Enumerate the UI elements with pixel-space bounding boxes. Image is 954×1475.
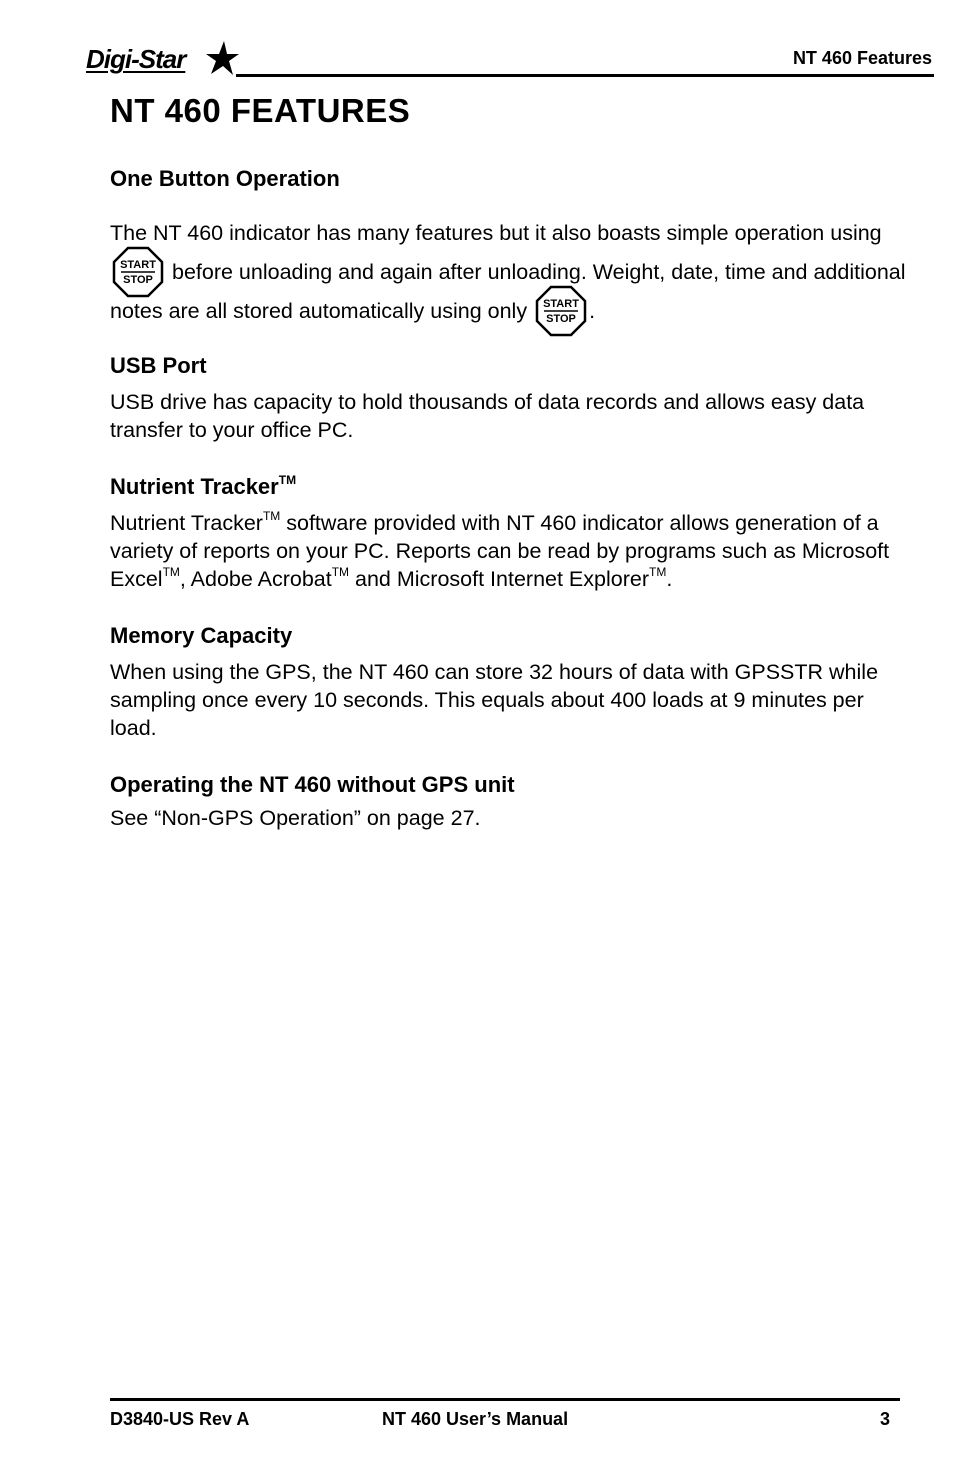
stop-label: STOP xyxy=(546,313,576,326)
trademark-mark: TM xyxy=(262,509,281,523)
digi-star-logo: Digi-Star xyxy=(86,44,186,74)
section-text: See “Non-GPS Operation” on page 27. xyxy=(110,806,481,830)
section-heading: Operating the NT 460 without GPS unit xyxy=(110,772,515,797)
page-title: NT 460 FEATURES xyxy=(110,92,411,129)
star-icon xyxy=(202,40,240,78)
page-footer xyxy=(110,1398,900,1431)
header-section-title: NT 460 Features xyxy=(792,48,932,68)
start-stop-button-icon xyxy=(112,246,164,298)
section-nutrient-tracker xyxy=(110,474,910,593)
section-usb-port xyxy=(110,353,910,444)
section-no-gps xyxy=(110,772,910,832)
section-text: The NT 460 indicator has many features but it also boasts simple operation using START STOP before unloading and again after unloading. Weight, date, time and additional notes are all stored automatically using only START STOP . xyxy=(110,214,910,331)
stop-label: STOP xyxy=(123,274,153,287)
trademark-mark: TM xyxy=(278,473,297,487)
page-content xyxy=(110,160,910,832)
section-one-button xyxy=(110,166,910,331)
section-heading: Memory Capacity xyxy=(110,623,293,648)
section-text: USB drive has capacity to hold thousands of data records and allows easy data transfer to your office PC. xyxy=(110,390,865,442)
trademark-mark: TM xyxy=(649,565,667,579)
trademark-mark: TM xyxy=(162,565,180,579)
footer-doc-id: D3840-US Rev A xyxy=(110,1409,250,1429)
page-header xyxy=(86,40,934,80)
header-rule xyxy=(236,74,934,77)
start-stop-button-icon xyxy=(535,285,587,337)
section-heading: One Button Operation xyxy=(110,166,340,191)
section-heading: Nutrient Tracker™ xyxy=(110,473,297,499)
trademark-mark: TM xyxy=(331,565,350,579)
section-memory-capacity xyxy=(110,623,910,742)
start-label: START xyxy=(120,259,156,272)
footer-manual-title: NT 460 User’s Manual xyxy=(382,1409,569,1429)
section-text: Nutrient Tracker™ software provided with NT 460 indicator allows generation of a variety of reports on your PC. Reports can be read by programs such as Microsoft Excel™, Adobe Acrobat™ and Microsoft Internet Explorer™. xyxy=(110,509,890,591)
section-heading: USB Port xyxy=(110,353,207,378)
section-text: When using the GPS, the NT 460 can store 32 hours of data with GPSSTR while sampling once every 10 seconds. This equals about 400 loads at 9 minutes per load. xyxy=(110,660,879,740)
page-number: 3 xyxy=(879,1409,890,1429)
start-label: START xyxy=(543,298,580,311)
